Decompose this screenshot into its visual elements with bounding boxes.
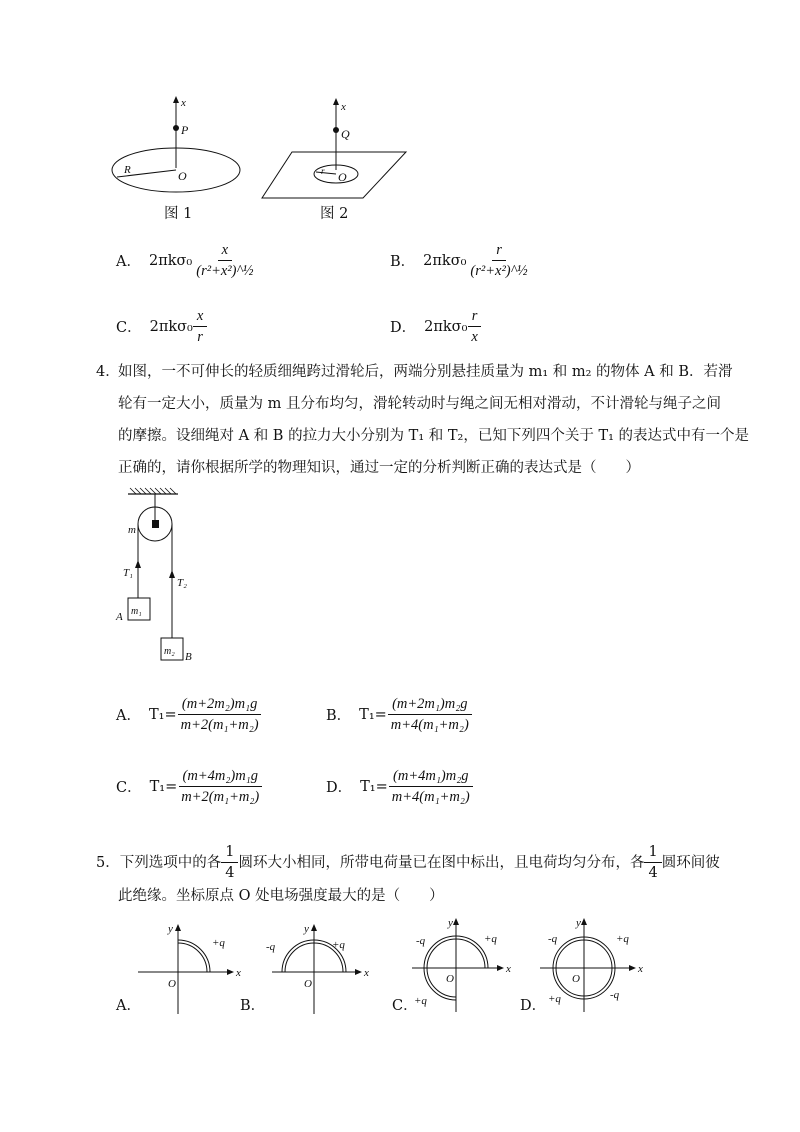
q3-option-b[interactable] bbox=[390, 240, 532, 281]
fraction-numerator: (m+2m₂)m₁g bbox=[178, 694, 261, 715]
fig2-axis-label: x bbox=[341, 101, 346, 113]
option-label: A． bbox=[116, 708, 141, 724]
q3-option-a[interactable] bbox=[116, 240, 257, 281]
option-prefix: 2πkσ₀ bbox=[148, 252, 193, 269]
option-label: C． bbox=[116, 780, 142, 796]
fraction-numerator: x bbox=[218, 240, 232, 261]
q5-line-2: 此绝缘。坐标原点 O 处电场强度最大的是（ ） bbox=[118, 888, 444, 904]
q4-line-3: 的摩擦。设细绳对 A 和 B 的拉力大小分别为 T₁ 和 T₂，已知下列四个关于 T₁ 的表达式中有一个是 bbox=[118, 428, 750, 444]
q3-option-c[interactable] bbox=[116, 306, 207, 347]
fraction-denominator: 4 bbox=[225, 865, 235, 881]
fig1-point-label: P bbox=[181, 123, 189, 137]
q5-diagram-a[interactable] bbox=[138, 923, 241, 1014]
option-fraction bbox=[192, 240, 257, 281]
fraction-denominator: m+2(m₁+m₂) bbox=[180, 717, 259, 733]
q4-pulley-figure bbox=[110, 484, 220, 668]
svg-text:y: y bbox=[168, 923, 173, 935]
fraction-denominator: (r²+x²)^½ bbox=[196, 263, 254, 279]
block-b-label: B bbox=[185, 651, 192, 663]
option-prefix: 2πkσ₀ bbox=[149, 318, 193, 335]
fraction-denominator: m+4(m₁+m₂) bbox=[391, 789, 470, 805]
option-fraction bbox=[387, 694, 473, 735]
fig1-radius-label: R bbox=[124, 164, 131, 176]
fraction-numerator: (m+4m₂)m₁g bbox=[179, 766, 262, 787]
svg-text:+q: +q bbox=[616, 933, 629, 945]
figure-1-disk bbox=[112, 96, 240, 192]
option-lhs: T₁= bbox=[360, 778, 388, 795]
option-fraction bbox=[467, 306, 481, 347]
fraction-denominator: (r²+x²)^½ bbox=[470, 263, 528, 279]
fig2-point-label: Q bbox=[341, 127, 350, 141]
fraction-numerator: 1 bbox=[221, 842, 238, 863]
q5-text-a: 下列选项中的各 bbox=[119, 854, 222, 871]
option-lhs: T₁= bbox=[149, 778, 178, 795]
option-prefix: 2πkσ₀ bbox=[424, 318, 468, 335]
q5-text-b: 圆环大小相同，所带电荷量已在图中标出，且电荷均匀分布，各 bbox=[238, 854, 645, 871]
q5-option-a-label[interactable]: A． bbox=[116, 998, 141, 1014]
svg-text:+q: +q bbox=[414, 995, 427, 1007]
q4-line-4: 正确的，请你根据所学的物理知识，通过一定的分析判断正确的表达式是（ ） bbox=[118, 460, 640, 476]
option-fraction bbox=[177, 766, 263, 807]
fraction-numerator: (m+4m₁)m₂g bbox=[389, 766, 472, 787]
q5-diagram-b[interactable] bbox=[266, 923, 369, 1014]
fraction-numerator: r bbox=[492, 240, 506, 261]
q5-option-c-label[interactable]: C． bbox=[392, 998, 418, 1014]
svg-text:y: y bbox=[448, 917, 453, 929]
svg-text:-q: -q bbox=[610, 989, 620, 1001]
quarter-fraction bbox=[644, 842, 661, 883]
svg-text:-q: -q bbox=[548, 933, 558, 945]
q4-option-d[interactable] bbox=[326, 766, 474, 807]
option-lhs: T₁= bbox=[359, 706, 387, 723]
q4-option-c[interactable] bbox=[116, 766, 263, 807]
option-fraction bbox=[177, 694, 263, 735]
option-label: A． bbox=[116, 254, 141, 270]
q3-option-d[interactable] bbox=[390, 306, 482, 347]
t2-label: T₂ bbox=[177, 577, 187, 589]
svg-text:-q: -q bbox=[416, 935, 426, 947]
svg-text:+q: +q bbox=[212, 937, 225, 949]
svg-text:x: x bbox=[364, 967, 369, 979]
svg-text:x: x bbox=[638, 963, 643, 975]
m1-label: m₁ bbox=[131, 606, 142, 617]
svg-text:+q: +q bbox=[332, 939, 345, 951]
q5-option-b-label[interactable]: B． bbox=[240, 998, 266, 1014]
fraction-numerator: x bbox=[193, 306, 207, 327]
option-label: C． bbox=[116, 320, 142, 336]
m2-label: m₂ bbox=[164, 646, 175, 657]
option-fraction bbox=[388, 766, 474, 807]
fraction-numerator: r bbox=[468, 306, 482, 327]
fig2-radius-label: r bbox=[321, 166, 325, 176]
option-lhs: T₁= bbox=[148, 706, 177, 723]
block-a-label: A bbox=[116, 611, 123, 623]
q4-line-1: 如图，一不可伸长的轻质细绳跨过滑轮后，两端分别悬挂质量为 m₁ 和 m₂ 的物体 A 和 B．若滑 bbox=[118, 364, 733, 380]
option-prefix: 2πkσ₀ bbox=[423, 252, 467, 269]
option-label: B． bbox=[390, 254, 416, 270]
q5-diagram-c[interactable] bbox=[412, 917, 511, 1012]
svg-text:O: O bbox=[168, 978, 176, 990]
fig1-origin-label: O bbox=[178, 169, 187, 183]
fraction-numerator: (m+2m₁)m₂g bbox=[388, 694, 471, 715]
fraction-denominator: 4 bbox=[648, 865, 658, 881]
quarter-fraction bbox=[221, 842, 238, 883]
q3-figures bbox=[100, 88, 420, 238]
option-label: D． bbox=[326, 780, 353, 796]
svg-text:x: x bbox=[236, 967, 241, 979]
fig2-origin-label: O bbox=[338, 170, 347, 184]
fraction-denominator: m+2(m₁+m₂) bbox=[181, 789, 260, 805]
q5-diagrams bbox=[110, 912, 670, 1022]
q5-option-d-label[interactable]: D． bbox=[520, 998, 547, 1014]
svg-text:x: x bbox=[506, 963, 511, 975]
q4-option-b[interactable] bbox=[326, 694, 473, 735]
svg-text:y: y bbox=[576, 917, 581, 929]
q5-number: 5． bbox=[96, 854, 120, 871]
option-label: B． bbox=[326, 708, 352, 724]
fraction-denominator: r bbox=[197, 329, 203, 345]
q4-line-2: 轮有一定大小，质量为 m 且分布均匀，滑轮转动时与绳之间无相对滑动，不计滑轮与绳子之间 bbox=[118, 396, 721, 412]
option-fraction bbox=[193, 306, 207, 347]
svg-text:-q: -q bbox=[266, 941, 276, 953]
fraction-numerator: 1 bbox=[644, 842, 661, 863]
svg-text:+q: +q bbox=[548, 993, 561, 1005]
fraction-denominator: m+4(m₁+m₂) bbox=[390, 717, 469, 733]
svg-text:y: y bbox=[304, 923, 309, 935]
fig1-axis-label: x bbox=[181, 97, 186, 109]
svg-text:O: O bbox=[446, 973, 454, 985]
figure-2-caption: 图 2 bbox=[320, 206, 349, 222]
q5-line-1 bbox=[96, 842, 720, 883]
svg-text:O: O bbox=[304, 978, 312, 990]
q4-option-a[interactable] bbox=[116, 694, 263, 735]
figure-1-caption: 图 1 bbox=[164, 206, 193, 222]
q5-text-c: 圆环间彼 bbox=[661, 854, 720, 871]
pulley-mass-label: m bbox=[128, 524, 136, 536]
figure-2-plane bbox=[262, 98, 406, 198]
svg-text:O: O bbox=[572, 973, 580, 985]
t1-label: T₁ bbox=[123, 567, 133, 579]
option-label: D． bbox=[390, 320, 417, 336]
option-fraction bbox=[466, 240, 531, 281]
fraction-denominator: x bbox=[471, 329, 478, 345]
svg-text:+q: +q bbox=[484, 933, 497, 945]
q4-number: 4． bbox=[96, 364, 120, 380]
q5-diagram-d[interactable] bbox=[540, 917, 643, 1012]
